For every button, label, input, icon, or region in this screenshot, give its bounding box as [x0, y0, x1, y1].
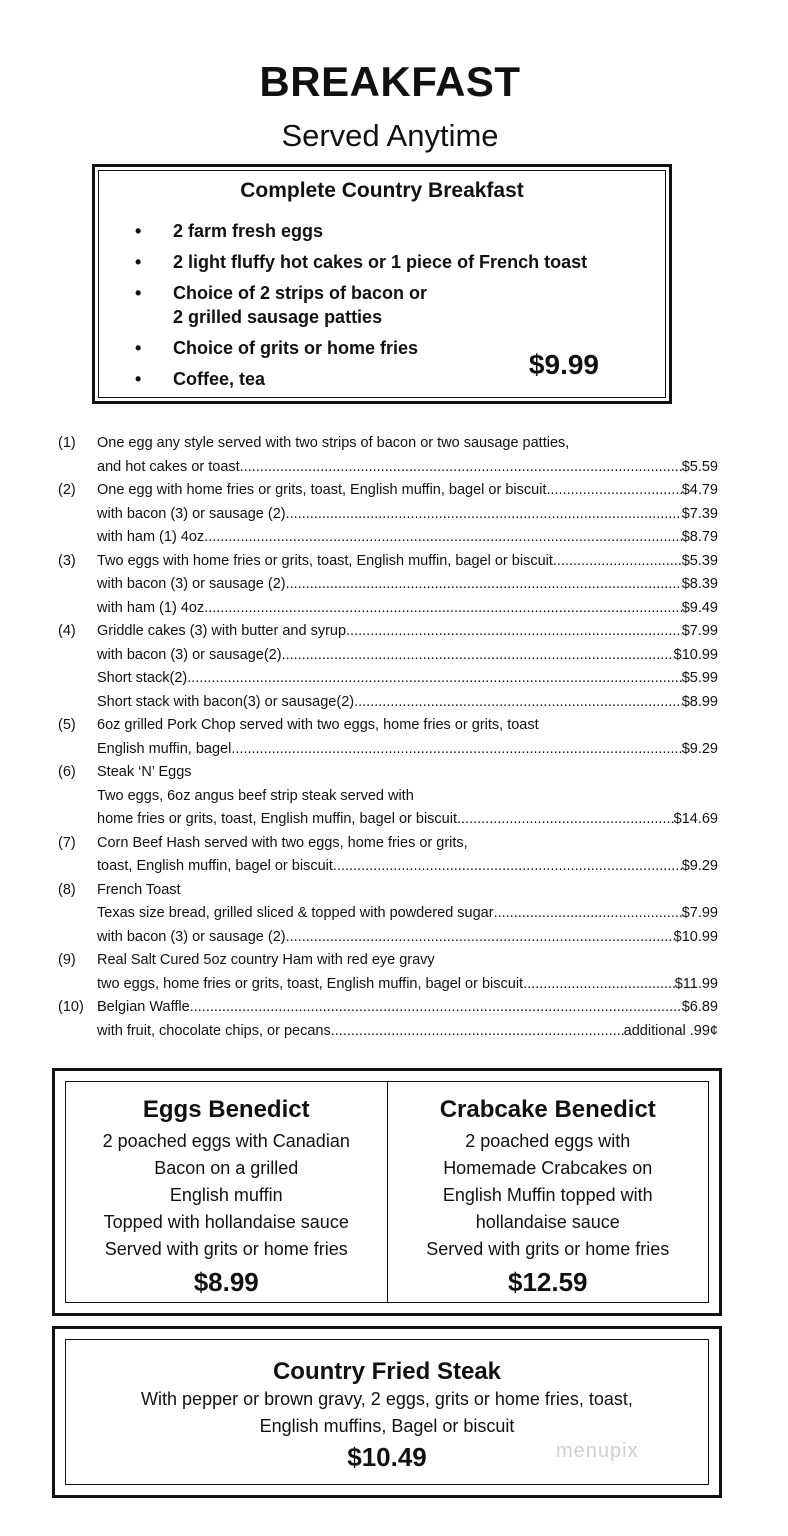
item-text: 6oz grilled Pork Chop served with two eggs, home fries or grits, toast: [97, 717, 539, 733]
dot-leader: [354, 691, 682, 715]
combo-item: • 2 light fluffy hot cakes or 1 piece of French toast: [135, 252, 588, 272]
dot-leader: [187, 667, 681, 691]
crabcake-benedict: [387, 1082, 709, 1302]
item-text: Two eggs, 6oz angus beef strip steak served with: [97, 787, 414, 804]
item-name: Country Fried Steak: [272, 1358, 502, 1385]
eggs-benedict: [66, 1082, 387, 1302]
item-number: (6): [58, 764, 76, 780]
combo-item: • Choice of 2 strips of bacon or: [135, 283, 428, 303]
bullet-icon: •: [135, 369, 142, 389]
dot-leader: [494, 902, 682, 926]
item-description: Homemade Crabcakes on: [443, 1158, 653, 1178]
item-price: $9.29: [681, 858, 718, 874]
item-text: two eggs, home fries or grits, toast, English muffin, bagel or biscuit: [97, 975, 524, 992]
item-line: [97, 597, 718, 621]
item-text: with bacon (3) or sausage (2): [97, 928, 286, 945]
menu-row: [58, 503, 718, 527]
item-text: English muffin, bagel: [97, 740, 232, 757]
item-line: [97, 526, 718, 550]
menu-row: [58, 832, 718, 856]
item-text: Belgian Waffle: [97, 999, 190, 1015]
combo-price: $9.99: [528, 349, 599, 380]
menu-row: [58, 808, 718, 832]
item-text: Short stack(2): [97, 670, 188, 686]
item-description: With pepper or brown gravy, 2 eggs, grits or home fries, toast,: [141, 1389, 633, 1409]
item-line: [97, 973, 718, 997]
dot-leader: [286, 503, 682, 527]
dot-leader: [282, 644, 674, 668]
item-price: $10.99: [673, 646, 718, 663]
item-text: and hot cakes or toast: [97, 458, 240, 475]
item-price: $5.59: [681, 458, 718, 475]
item-price: $7.99: [681, 623, 718, 639]
item-line: [97, 879, 718, 903]
dot-leader: [231, 738, 681, 762]
item-line: [97, 432, 718, 456]
item-price: $12.59: [507, 1267, 588, 1297]
menu-list: [58, 432, 718, 1043]
item-price: $8.99: [681, 693, 718, 710]
item-line: [97, 832, 718, 856]
benedict-frame: [65, 1081, 709, 1303]
item-text: home fries or grits, toast, English muffin, bagel or biscuit: [97, 811, 457, 827]
item-text: with ham (1) 4oz: [97, 599, 205, 616]
menu-subtitle: Served Anytime: [281, 118, 499, 153]
item-price: $9.49: [681, 599, 718, 616]
item-description: English Muffin topped with: [442, 1185, 653, 1205]
menu-row: [58, 879, 718, 903]
combo-title: Complete Country Breakfast: [240, 179, 524, 202]
item-line: [97, 479, 718, 503]
item-line: [97, 902, 718, 926]
item-text: Texas size bread, grilled sliced & topped with powdered sugar: [97, 905, 494, 921]
menu-row: [58, 973, 718, 997]
menu-row: [58, 526, 718, 550]
menu-row: [58, 738, 718, 762]
steak-frame: [65, 1339, 709, 1485]
dot-leader: [331, 1020, 624, 1044]
steak-box: [52, 1326, 722, 1498]
item-text: One egg with home fries or grits, toast, English muffin, bagel or biscuit: [97, 482, 547, 498]
item-text: toast, English muffin, bagel or biscuit: [97, 858, 333, 874]
dot-leader: [204, 526, 682, 550]
item-number: (10): [58, 999, 84, 1015]
menu-row: [58, 996, 718, 1020]
bullet-icon: •: [135, 221, 142, 241]
dot-leader: [204, 597, 682, 621]
dot-leader: [553, 550, 682, 574]
item-name: Eggs Benedict: [142, 1096, 310, 1123]
menu-row: [58, 479, 718, 503]
item-text: with bacon (3) or sausage (2): [97, 576, 286, 592]
menu-row: [58, 691, 718, 715]
item-line: [97, 761, 718, 785]
item-line: [97, 714, 718, 738]
item-description: Bacon on a grilled: [154, 1158, 299, 1178]
item-price: $4.79: [681, 482, 718, 498]
combo-item-continued: 2 grilled sausage patties: [173, 307, 383, 327]
item-name: Crabcake Benedict: [439, 1096, 656, 1123]
item-text: with ham (1) 4oz: [97, 529, 205, 545]
item-description: Served with grits or home fries: [104, 1239, 348, 1259]
dot-leader: [240, 456, 682, 480]
item-price: $5.39: [681, 552, 718, 569]
item-number: (4): [58, 623, 76, 639]
item-line: [97, 691, 718, 715]
combo-item: • 2 farm fresh eggs: [135, 221, 324, 241]
dot-leader: [286, 573, 682, 597]
bullet-icon: •: [135, 283, 142, 303]
menu-row: [58, 620, 718, 644]
item-number: (2): [58, 482, 76, 498]
item-price: $7.39: [681, 505, 718, 522]
menu-row: [58, 644, 718, 668]
item-description: Topped with hollandaise sauce: [103, 1212, 349, 1232]
item-line: [97, 996, 718, 1020]
dot-leader: [190, 996, 682, 1020]
benedict-box: [52, 1068, 722, 1316]
item-price: $6.89: [681, 999, 718, 1015]
item-number: (9): [58, 952, 76, 968]
item-text: Corn Beef Hash served with two eggs, home fries or grits,: [97, 834, 468, 851]
item-price: $7.99: [681, 905, 718, 921]
item-text: Two eggs with home fries or grits, toast, English muffin, bagel or biscuit: [97, 552, 553, 569]
item-text: Griddle cakes (3) with butter and syrup: [97, 623, 347, 639]
menu-row: [58, 902, 718, 926]
menu-row: [58, 550, 718, 574]
item-price: $14.69: [673, 811, 718, 827]
dot-leader: [457, 808, 674, 832]
item-number: (7): [58, 834, 76, 851]
item-price: $5.99: [681, 670, 718, 686]
dot-leader: [286, 926, 674, 950]
item-number: (1): [58, 435, 76, 451]
dot-leader: [333, 855, 682, 879]
item-price: $8.39: [681, 576, 718, 592]
combo-item: • Coffee, tea: [135, 369, 266, 389]
item-description: 2 poached eggs with: [465, 1131, 631, 1151]
item-description: Served with grits or home fries: [426, 1239, 670, 1259]
item-line: [97, 644, 718, 668]
item-text: Steak ‘N’ Eggs: [97, 764, 192, 780]
combo-box: [92, 164, 672, 404]
menu-row: [58, 761, 718, 785]
item-price: $10.99: [673, 928, 718, 945]
menu-row: [58, 456, 718, 480]
item-text: with bacon (3) or sausage (2): [97, 505, 286, 522]
item-text: Short stack with bacon(3) or sausage(2): [97, 693, 355, 710]
menu-title: BREAKFAST: [259, 58, 521, 105]
menu-row: [58, 949, 718, 973]
item-description: English muffin: [169, 1185, 283, 1205]
dot-leader: [523, 973, 675, 997]
item-price: additional .99¢: [623, 1022, 718, 1039]
menu-row: [58, 1020, 718, 1044]
item-price: $9.29: [681, 740, 718, 757]
item-line: [97, 808, 718, 832]
item-price: $10.49: [347, 1442, 427, 1472]
item-price: $8.79: [681, 529, 718, 545]
item-line: [97, 855, 718, 879]
menu-row: [58, 855, 718, 879]
item-line: [97, 503, 718, 527]
dot-leader: [546, 479, 681, 503]
item-number: (3): [58, 552, 76, 569]
item-description: 2 poached eggs with Canadian: [102, 1131, 350, 1151]
item-line: [97, 1020, 718, 1044]
item-text: One egg any style served with two strips of bacon or two sausage patties,: [97, 435, 570, 451]
bullet-icon: •: [135, 338, 142, 358]
item-text: Real Salt Cured 5oz country Ham with red eye gravy: [97, 952, 435, 968]
item-line: [97, 949, 718, 973]
item-number: (8): [58, 881, 76, 898]
item-line: [97, 926, 718, 950]
menu-row: [58, 785, 718, 809]
item-line: [97, 620, 718, 644]
item-line: [97, 573, 718, 597]
item-price: $11.99: [674, 975, 718, 992]
item-line: [97, 738, 718, 762]
menu-row: [58, 667, 718, 691]
menu-row: [58, 597, 718, 621]
menu-row: [58, 432, 718, 456]
menu-row: [58, 573, 718, 597]
watermark: menupix: [556, 1440, 639, 1462]
item-line: [97, 785, 718, 809]
combo-item: • Choice of grits or home fries: [135, 338, 419, 358]
item-text: French Toast: [97, 881, 181, 898]
item-text: with fruit, chocolate chips, or pecans: [97, 1022, 331, 1039]
item-line: [97, 456, 718, 480]
menu-row: [58, 926, 718, 950]
item-description: English muffins, Bagel or biscuit: [259, 1416, 515, 1436]
item-line: [97, 667, 718, 691]
menu-row: [58, 714, 718, 738]
item-line: [97, 550, 718, 574]
item-number: (5): [58, 717, 76, 733]
item-text: with bacon (3) or sausage(2): [97, 646, 282, 663]
bullet-icon: •: [135, 252, 142, 272]
item-description: hollandaise sauce: [475, 1212, 620, 1232]
dot-leader: [346, 620, 682, 644]
item-price: $8.99: [193, 1267, 259, 1297]
